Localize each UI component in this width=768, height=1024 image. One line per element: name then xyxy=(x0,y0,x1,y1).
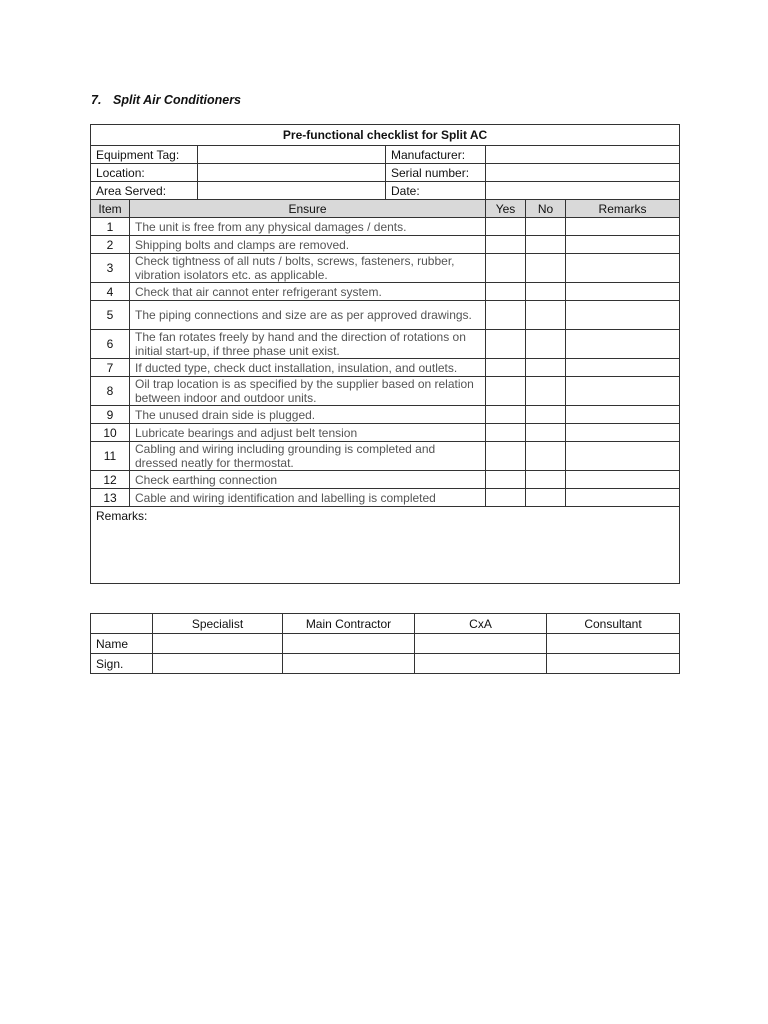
signoff-row-label: Name xyxy=(91,634,153,654)
yes-cell[interactable] xyxy=(486,471,526,489)
item-text: If ducted type, check duct installation, insulation, and outlets. xyxy=(130,359,486,377)
no-cell[interactable] xyxy=(526,218,566,236)
item-text: The piping connections and size are as per approved drawings. xyxy=(130,301,486,330)
remarks-cell[interactable] xyxy=(566,377,680,406)
yes-cell[interactable] xyxy=(486,283,526,301)
signoff-corner xyxy=(91,614,153,634)
item-text: Cable and wiring identification and labelling is completed xyxy=(130,489,486,507)
remarks-header: Remarks xyxy=(566,200,680,218)
item-number: 12 xyxy=(91,471,130,489)
item-text: Check tightness of all nuts / bolts, screws, fasteners, rubber, vibration isolators etc. as applicable. xyxy=(130,254,486,283)
remarks-cell[interactable] xyxy=(566,424,680,442)
item-number: 4 xyxy=(91,283,130,301)
area-served-label: Area Served: xyxy=(91,182,198,200)
yes-cell[interactable] xyxy=(486,218,526,236)
checklist-row xyxy=(91,406,680,424)
manufacturer-field[interactable] xyxy=(486,146,680,164)
no-cell[interactable] xyxy=(526,406,566,424)
no-cell[interactable] xyxy=(526,236,566,254)
section-heading xyxy=(91,93,241,107)
section-number: 7. xyxy=(91,93,102,107)
ensure-header: Ensure xyxy=(130,200,486,218)
yes-cell[interactable] xyxy=(486,424,526,442)
location-field[interactable] xyxy=(198,164,386,182)
item-number: 2 xyxy=(91,236,130,254)
area-served-field[interactable] xyxy=(198,182,386,200)
checklist-row xyxy=(91,330,680,359)
serial-number-field[interactable] xyxy=(486,164,680,182)
signoff-field[interactable] xyxy=(547,654,680,674)
no-cell[interactable] xyxy=(526,283,566,301)
checklist-row xyxy=(91,489,680,507)
yes-cell[interactable] xyxy=(486,442,526,471)
signoff-column-header: Main Contractor xyxy=(283,614,415,634)
remarks-cell[interactable] xyxy=(566,236,680,254)
item-text: Cabling and wiring including grounding is completed and dressed neatly for thermostat. xyxy=(130,442,486,471)
equipment-tag-label: Equipment Tag: xyxy=(91,146,198,164)
item-number: 10 xyxy=(91,424,130,442)
checklist-row xyxy=(91,254,680,283)
checklist-header-row xyxy=(91,200,680,218)
signoff-field[interactable] xyxy=(415,634,547,654)
no-cell[interactable] xyxy=(526,330,566,359)
signoff-field[interactable] xyxy=(153,634,283,654)
item-number: 13 xyxy=(91,489,130,507)
signoff-column-header: Consultant xyxy=(547,614,680,634)
item-number: 5 xyxy=(91,301,130,330)
checklist-row xyxy=(91,236,680,254)
remarks-cell[interactable] xyxy=(566,471,680,489)
yes-header: Yes xyxy=(486,200,526,218)
yes-cell[interactable] xyxy=(486,359,526,377)
checklist-row xyxy=(91,377,680,406)
yes-cell[interactable] xyxy=(486,301,526,330)
no-cell[interactable] xyxy=(526,442,566,471)
yes-cell[interactable] xyxy=(486,330,526,359)
item-number: 8 xyxy=(91,377,130,406)
checklist-row xyxy=(91,359,680,377)
date-label: Date: xyxy=(386,182,486,200)
signoff-field[interactable] xyxy=(283,634,415,654)
date-field[interactable] xyxy=(486,182,680,200)
checklist-row xyxy=(91,424,680,442)
yes-cell[interactable] xyxy=(486,254,526,283)
item-number: 6 xyxy=(91,330,130,359)
signoff-field[interactable] xyxy=(283,654,415,674)
item-number: 3 xyxy=(91,254,130,283)
remarks-cell[interactable] xyxy=(566,489,680,507)
no-cell[interactable] xyxy=(526,471,566,489)
checklist-table xyxy=(90,124,680,584)
no-cell[interactable] xyxy=(526,489,566,507)
location-label: Location: xyxy=(91,164,198,182)
remarks-cell[interactable] xyxy=(566,359,680,377)
item-text: The fan rotates freely by hand and the direction of rotations on initial start-up, if three phase unit exist. xyxy=(130,330,486,359)
manufacturer-label: Manufacturer: xyxy=(386,146,486,164)
signoff-field[interactable] xyxy=(415,654,547,674)
checklist-title: Pre-functional checklist for Split AC xyxy=(91,125,680,146)
yes-cell[interactable] xyxy=(486,489,526,507)
signoff-field[interactable] xyxy=(153,654,283,674)
item-text: The unit is free from any physical damages / dents. xyxy=(130,218,486,236)
item-text: Shipping bolts and clamps are removed. xyxy=(130,236,486,254)
no-cell[interactable] xyxy=(526,424,566,442)
equipment-tag-field[interactable] xyxy=(198,146,386,164)
remarks-cell[interactable] xyxy=(566,442,680,471)
remarks-cell[interactable] xyxy=(566,283,680,301)
signoff-field[interactable] xyxy=(547,634,680,654)
checklist-row xyxy=(91,471,680,489)
remarks-cell[interactable] xyxy=(566,330,680,359)
signoff-column-header: Specialist xyxy=(153,614,283,634)
item-header: Item xyxy=(91,200,130,218)
serial-number-label: Serial number: xyxy=(386,164,486,182)
item-text: The unused drain side is plugged. xyxy=(130,406,486,424)
checklist-row xyxy=(91,301,680,330)
item-text: Oil trap location is as specified by the supplier based on relation between indoor and outdoor units. xyxy=(130,377,486,406)
signoff-row-label: Sign. xyxy=(91,654,153,674)
remarks-area[interactable]: Remarks: xyxy=(91,507,680,584)
yes-cell[interactable] xyxy=(486,406,526,424)
yes-cell[interactable] xyxy=(486,377,526,406)
no-cell[interactable] xyxy=(526,377,566,406)
checklist-row xyxy=(91,283,680,301)
no-cell[interactable] xyxy=(526,301,566,330)
no-header: No xyxy=(526,200,566,218)
signoff-column-header: CxA xyxy=(415,614,547,634)
no-cell[interactable] xyxy=(526,254,566,283)
item-number: 1 xyxy=(91,218,130,236)
checklist-row xyxy=(91,218,680,236)
remarks-cell[interactable] xyxy=(566,218,680,236)
yes-cell[interactable] xyxy=(486,236,526,254)
signoff-table xyxy=(90,613,680,674)
no-cell[interactable] xyxy=(526,359,566,377)
item-number: 9 xyxy=(91,406,130,424)
remarks-cell[interactable] xyxy=(566,301,680,330)
remarks-cell[interactable] xyxy=(566,254,680,283)
item-number: 7 xyxy=(91,359,130,377)
checklist-row xyxy=(91,442,680,471)
section-title: Split Air Conditioners xyxy=(113,93,242,107)
item-text: Check earthing connection xyxy=(130,471,486,489)
item-number: 11 xyxy=(91,442,130,471)
item-text: Lubricate bearings and adjust belt tension xyxy=(130,424,486,442)
remarks-cell[interactable] xyxy=(566,406,680,424)
item-text: Check that air cannot enter refrigerant system. xyxy=(130,283,486,301)
